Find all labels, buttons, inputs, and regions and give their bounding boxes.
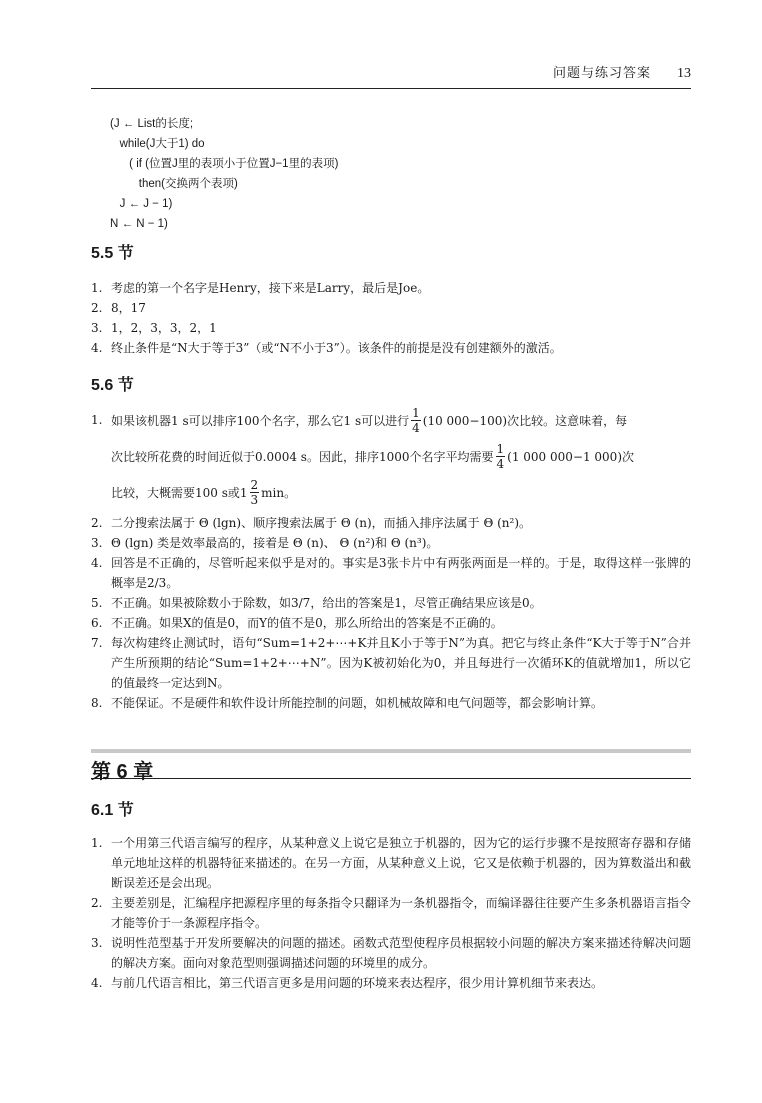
chapter-heading: 第 6 章	[91, 749, 691, 779]
list-item: 6. 不正确。如果X的值是0，而Y的值不是0，那么所给出的答案是不正确的。	[91, 616, 503, 630]
list-item: 2. 8，17	[91, 301, 146, 315]
code-line: while(J大于1) do	[110, 138, 205, 150]
list-item: 3. Θ (lgn) 类是效率最高的，接着是 Θ (n)、 Θ (n²)和 Θ (n³)。	[91, 536, 439, 550]
answer-list-5-6	[91, 513, 691, 713]
code-line: then(交换两个表项)	[110, 178, 238, 190]
list-item: 1. 一个用第三代语言编写的程序，从某种意义上说它是独立于机器的，因为它的运行步骤不是按照寄存器和存储单元地址这样的机器特征来描述的。在另一方面，从某种意义上说，它又是依赖于机器的，因为算数溢出和截断误差还是会出现。	[91, 836, 691, 890]
pseudocode-block	[110, 114, 338, 234]
answer-list-6-1	[91, 833, 691, 993]
list-item: 3. 说明性范型基于开发所要解决的问题的描述。函数式范型使程序员根据较小问题的解决方案来描述待解决问题的解决方案。面向对象范型则强调描述问题的环境里的成分。	[91, 936, 691, 970]
code-line: ( if (位置J里的表项小于位置J−1里的表项)	[110, 158, 339, 170]
answer-list-5-5	[91, 278, 691, 358]
page-number: 13	[677, 66, 691, 81]
section-heading-5-6: 5.6 节	[91, 377, 134, 394]
list-item: 2. 二分搜索法属于 Θ (lgn)、顺序搜索法属于 Θ (n)，而插入排序法属于 Θ (n²)。	[91, 516, 532, 530]
list-item: 3. 1，2，3，3，2，1	[91, 321, 217, 335]
list-item: 4. 与前几代语言相比，第三代语言更多是用问题的环境来表达程序，很少用计算机细节来表达。	[91, 976, 604, 990]
list-item: 4. 终止条件是“N大于等于3”（或“N不小于3”）。该条件的前提是没有创建额外的激活。	[91, 341, 562, 355]
list-item: 7. 每次构建终止测试时，语句“Sum=1+2+⋯+K并且K小于等于N”为真。把它与终止条件“K大于等于N”合并产生所预期的结论“Sum=1+2+⋯+N”。因为K被初始化为0，并且每进行一次循环K的值就增加1，所以它的值最终一定达到N。	[91, 636, 691, 690]
list-item: 1. 考虑的第一个名字是Henry，接下来是Larry，最后是Joe。	[91, 281, 430, 295]
code-line: N ← N − 1)	[110, 218, 168, 230]
page-header	[91, 62, 691, 89]
list-item: 2. 主要差别是，汇编程序把源程序里的每条指令只翻译为一条机器指令，而编译器往往要产生多条机器语言指令才能等价于一条源程序指令。	[91, 896, 691, 930]
code-line: (J ← List的长度;	[110, 118, 194, 130]
list-item: 5. 不正确。如果被除数小于除数，如3/7，给出的答案是1，尽管正确结果应该是0。	[91, 596, 542, 610]
code-line: J ← J − 1)	[110, 198, 173, 210]
running-title: 问题与练习答案	[552, 66, 651, 81]
section-heading-5-5: 5.5 节	[91, 245, 134, 262]
list-item: 4. 回答是不正确的，尽管听起来似乎是对的。事实是3张卡片中有两张两面是一样的。于是，取得这样一张牌的概率是2/3。	[91, 556, 691, 590]
list-item: 8. 不能保证。不是硬件和软件设计所能控制的问题，如机械故障和电气问题等，都会影响计算。	[91, 696, 604, 710]
section-heading-6-1: 6.1 节	[91, 802, 134, 819]
list-item: 1. 如果该机器1 s可以排序100个名字，那么它1 s可以进行 $\frac{1}{4}$ (10 000−100)次比较。这意味着，每 次比较所花费的时间近似于0.0004 s。因此，排序1000个名字平均需要 $\frac{1}{4}$ (1 000 000−1 000)次 比较，大概需要100 s或1 $\frac{2}{3}$ min。	[91, 405, 635, 507]
